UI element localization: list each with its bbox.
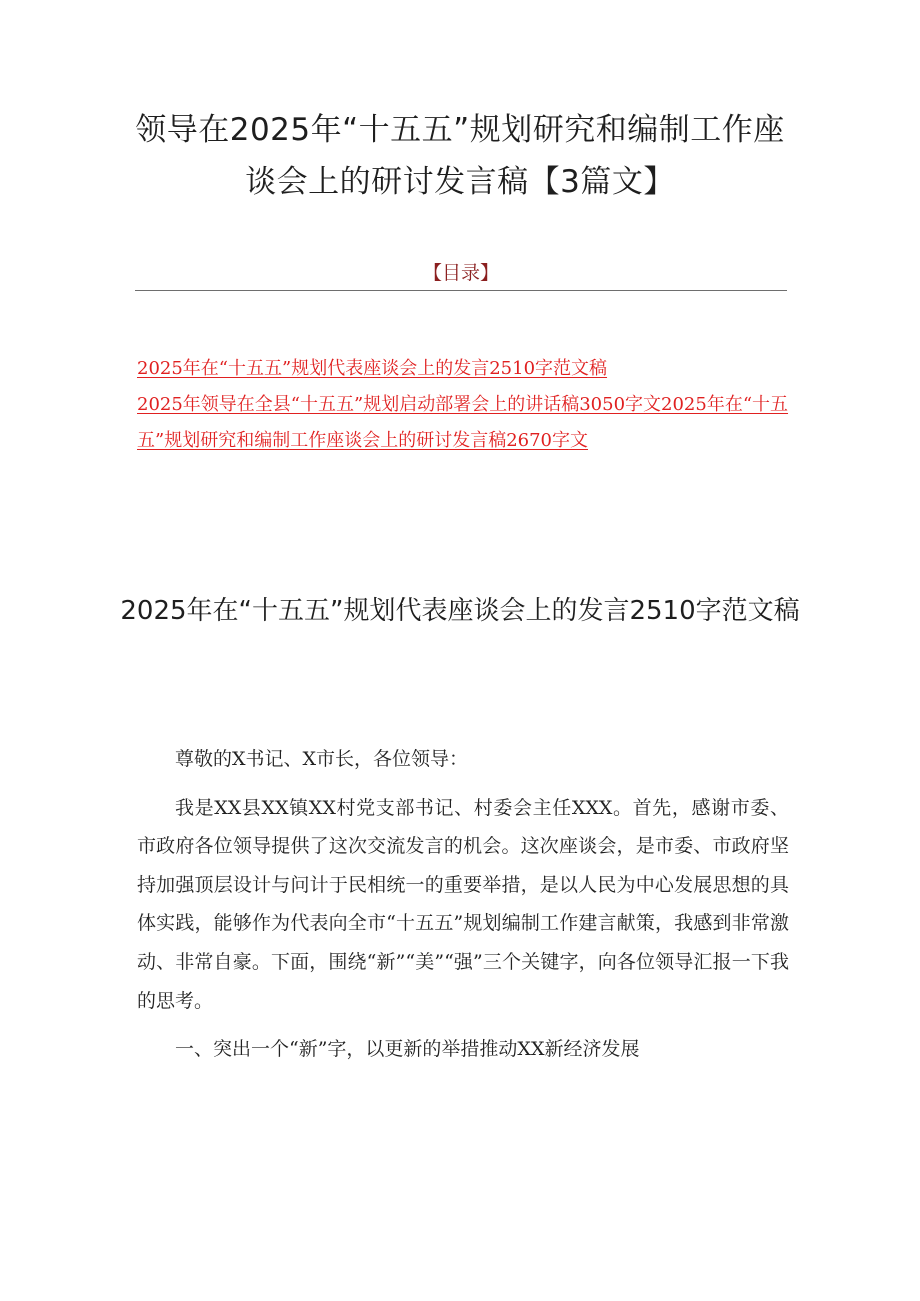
body-paragraph: 我是XX县XX镇XX村党支部书记、村委会主任XXX。首先，感谢市委、市政府各位领导提供了这次交流发言的机会。这次座谈会，是市委、市政府坚持加强顶层设计与问计于民相统一的重要举措，是以人民为中心发展思想的具体实践，能够作为代表向全市“十五五”规划编制工作建言献策，我感到非常激动、非常自豪。下面，围绕“新”“美”“强”三个关键字，向各位领导汇报一下我的思考。 [137, 796, 789, 1012]
toc-link-2[interactable]: 2025年领导在全县“十五五”规划启动部署会上的讲话稿3050字文2025年在“十五五”规划研究和编制工作座谈会上的研讨发言稿2670字文 [137, 394, 789, 451]
toc-list [137, 351, 789, 459]
toc-link-1[interactable]: 2025年在“十五五”规划代表座谈会上的发言2510字范文稿 [137, 358, 608, 379]
toc-divider [135, 290, 787, 291]
section-title: 2025年在“十五五”规划代表座谈会上的发言2510字范文稿 [120, 596, 800, 626]
toc-item [137, 351, 789, 387]
section-body [137, 740, 789, 1079]
toc-heading: 【目录】 [422, 262, 499, 284]
salutation-paragraph: 尊敬的X书记、X市长，各位领导： [175, 748, 469, 770]
subheading-paragraph: 一、突出一个“新”字，以更新的举措推动XX新经济发展 [175, 1038, 640, 1061]
toc-item [137, 387, 789, 459]
document-title: 领导在2025年“十五五”规划研究和编制工作座谈会上的研讨发言稿【3篇文】 [135, 112, 785, 200]
